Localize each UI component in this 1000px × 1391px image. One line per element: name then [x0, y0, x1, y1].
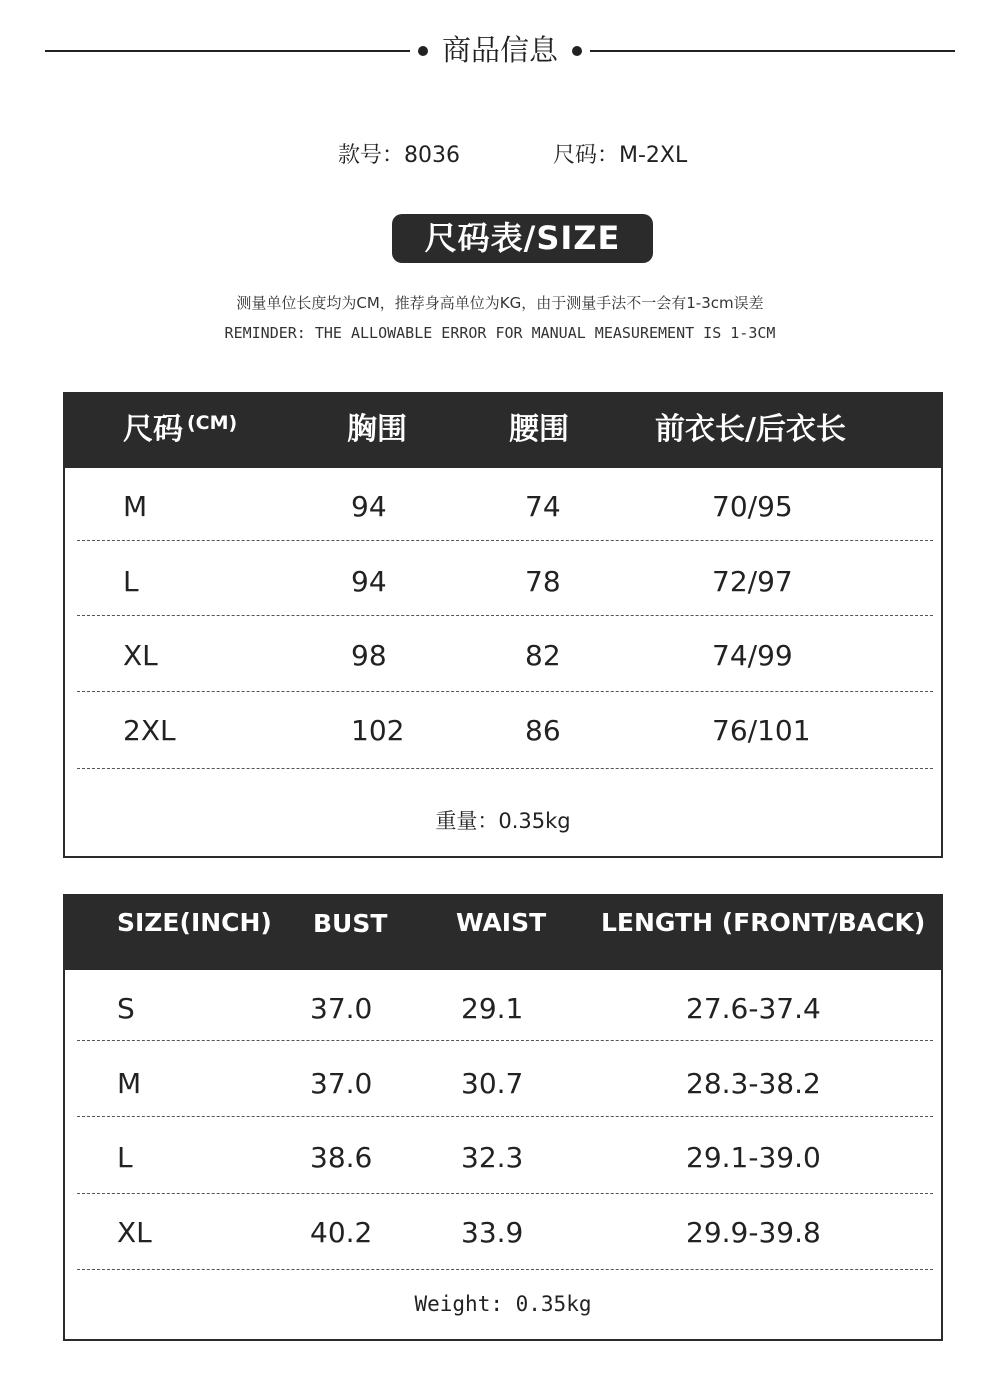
- cell-bust: 102: [351, 714, 405, 747]
- cell-length: 29.1-39.0: [686, 1141, 821, 1174]
- cell-waist: 29.1: [461, 992, 524, 1025]
- cell-bust: 94: [351, 565, 387, 598]
- cell-length: 29.9-39.8: [686, 1216, 821, 1249]
- cell-waist: 82: [525, 639, 561, 672]
- cell-bust: 37.0: [310, 992, 373, 1025]
- cell-waist: 30.7: [461, 1067, 524, 1100]
- cell-waist: 33.9: [461, 1216, 524, 1249]
- cell-size: M: [117, 1067, 142, 1100]
- table-row: [65, 468, 941, 543]
- cell-length: 76/101: [712, 714, 811, 747]
- cell-bust: 38.6: [310, 1141, 373, 1174]
- title-right-line: [590, 50, 955, 52]
- header-unit: (CM): [187, 412, 238, 434]
- row-divider: [77, 1116, 933, 1117]
- row-divider: [77, 615, 933, 616]
- row-divider: [77, 768, 933, 769]
- table-row: [65, 543, 941, 618]
- measurement-note-cn: 测量单位长度均为CM，推荐身高单位为KG，由于测量手法不一会有1-3cm误差: [236, 294, 764, 312]
- cell-size: XL: [117, 1216, 152, 1249]
- cell-length: 74/99: [712, 639, 793, 672]
- table-header: [65, 896, 941, 970]
- cell-size: S: [117, 992, 135, 1025]
- cell-bust: 94: [351, 490, 387, 523]
- cell-waist: 32.3: [461, 1141, 524, 1174]
- cell-size: M: [123, 490, 148, 523]
- cell-waist: 78: [525, 565, 561, 598]
- size-table-cm: [63, 392, 943, 858]
- cell-bust: 37.0: [310, 1067, 373, 1100]
- style-number: 款号：8036: [338, 143, 460, 168]
- cell-length: 72/97: [712, 565, 793, 598]
- size-chart-badge: 尺码表/SIZE: [392, 214, 653, 263]
- header-bust: BUST: [313, 909, 388, 938]
- table-row: [65, 1194, 941, 1269]
- table-row: [65, 1119, 941, 1194]
- weight-cm: 重量：0.35kg: [435, 809, 571, 833]
- cell-size: L: [123, 565, 139, 598]
- row-divider: [77, 1269, 933, 1270]
- cell-length: 28.3-38.2: [686, 1067, 821, 1100]
- cell-length: 27.6-37.4: [686, 992, 821, 1025]
- table-row: [65, 970, 941, 1045]
- table-header: [65, 394, 941, 468]
- page-title: 商品信息: [441, 33, 558, 67]
- cell-bust: 98: [351, 639, 387, 672]
- header-size: SIZE(INCH): [117, 908, 272, 937]
- header-waist: 腰围: [509, 412, 569, 447]
- cell-bust: 40.2: [310, 1216, 373, 1249]
- title-right-dot: [572, 46, 582, 56]
- row-divider: [77, 540, 933, 541]
- header-waist: WAIST: [456, 908, 547, 937]
- cell-size: 2XL: [123, 714, 176, 747]
- table-row: [65, 692, 941, 767]
- measurement-note-en: REMINDER: THE ALLOWABLE ERROR FOR MANUAL MEASUREMENT IS 1-3CM: [224, 324, 776, 342]
- size-table-inch: [63, 894, 943, 1341]
- header-length: 前衣长/后衣长: [655, 412, 846, 447]
- title-left-line: [45, 50, 410, 52]
- cell-waist: 86: [525, 714, 561, 747]
- cell-size: L: [117, 1141, 133, 1174]
- header-bust: 胸围: [347, 412, 407, 447]
- header-size: 尺码: [123, 412, 183, 447]
- table-row: [65, 617, 941, 692]
- table-row: [65, 1045, 941, 1120]
- row-divider: [77, 1040, 933, 1041]
- cell-waist: 74: [525, 490, 561, 523]
- header-length: LENGTH (FRONT/BACK): [601, 908, 926, 937]
- weight-inch: Weight: 0.35kg: [414, 1292, 592, 1316]
- size-range: 尺码：M-2XL: [553, 143, 688, 168]
- cell-length: 70/95: [712, 490, 793, 523]
- cell-size: XL: [123, 639, 158, 672]
